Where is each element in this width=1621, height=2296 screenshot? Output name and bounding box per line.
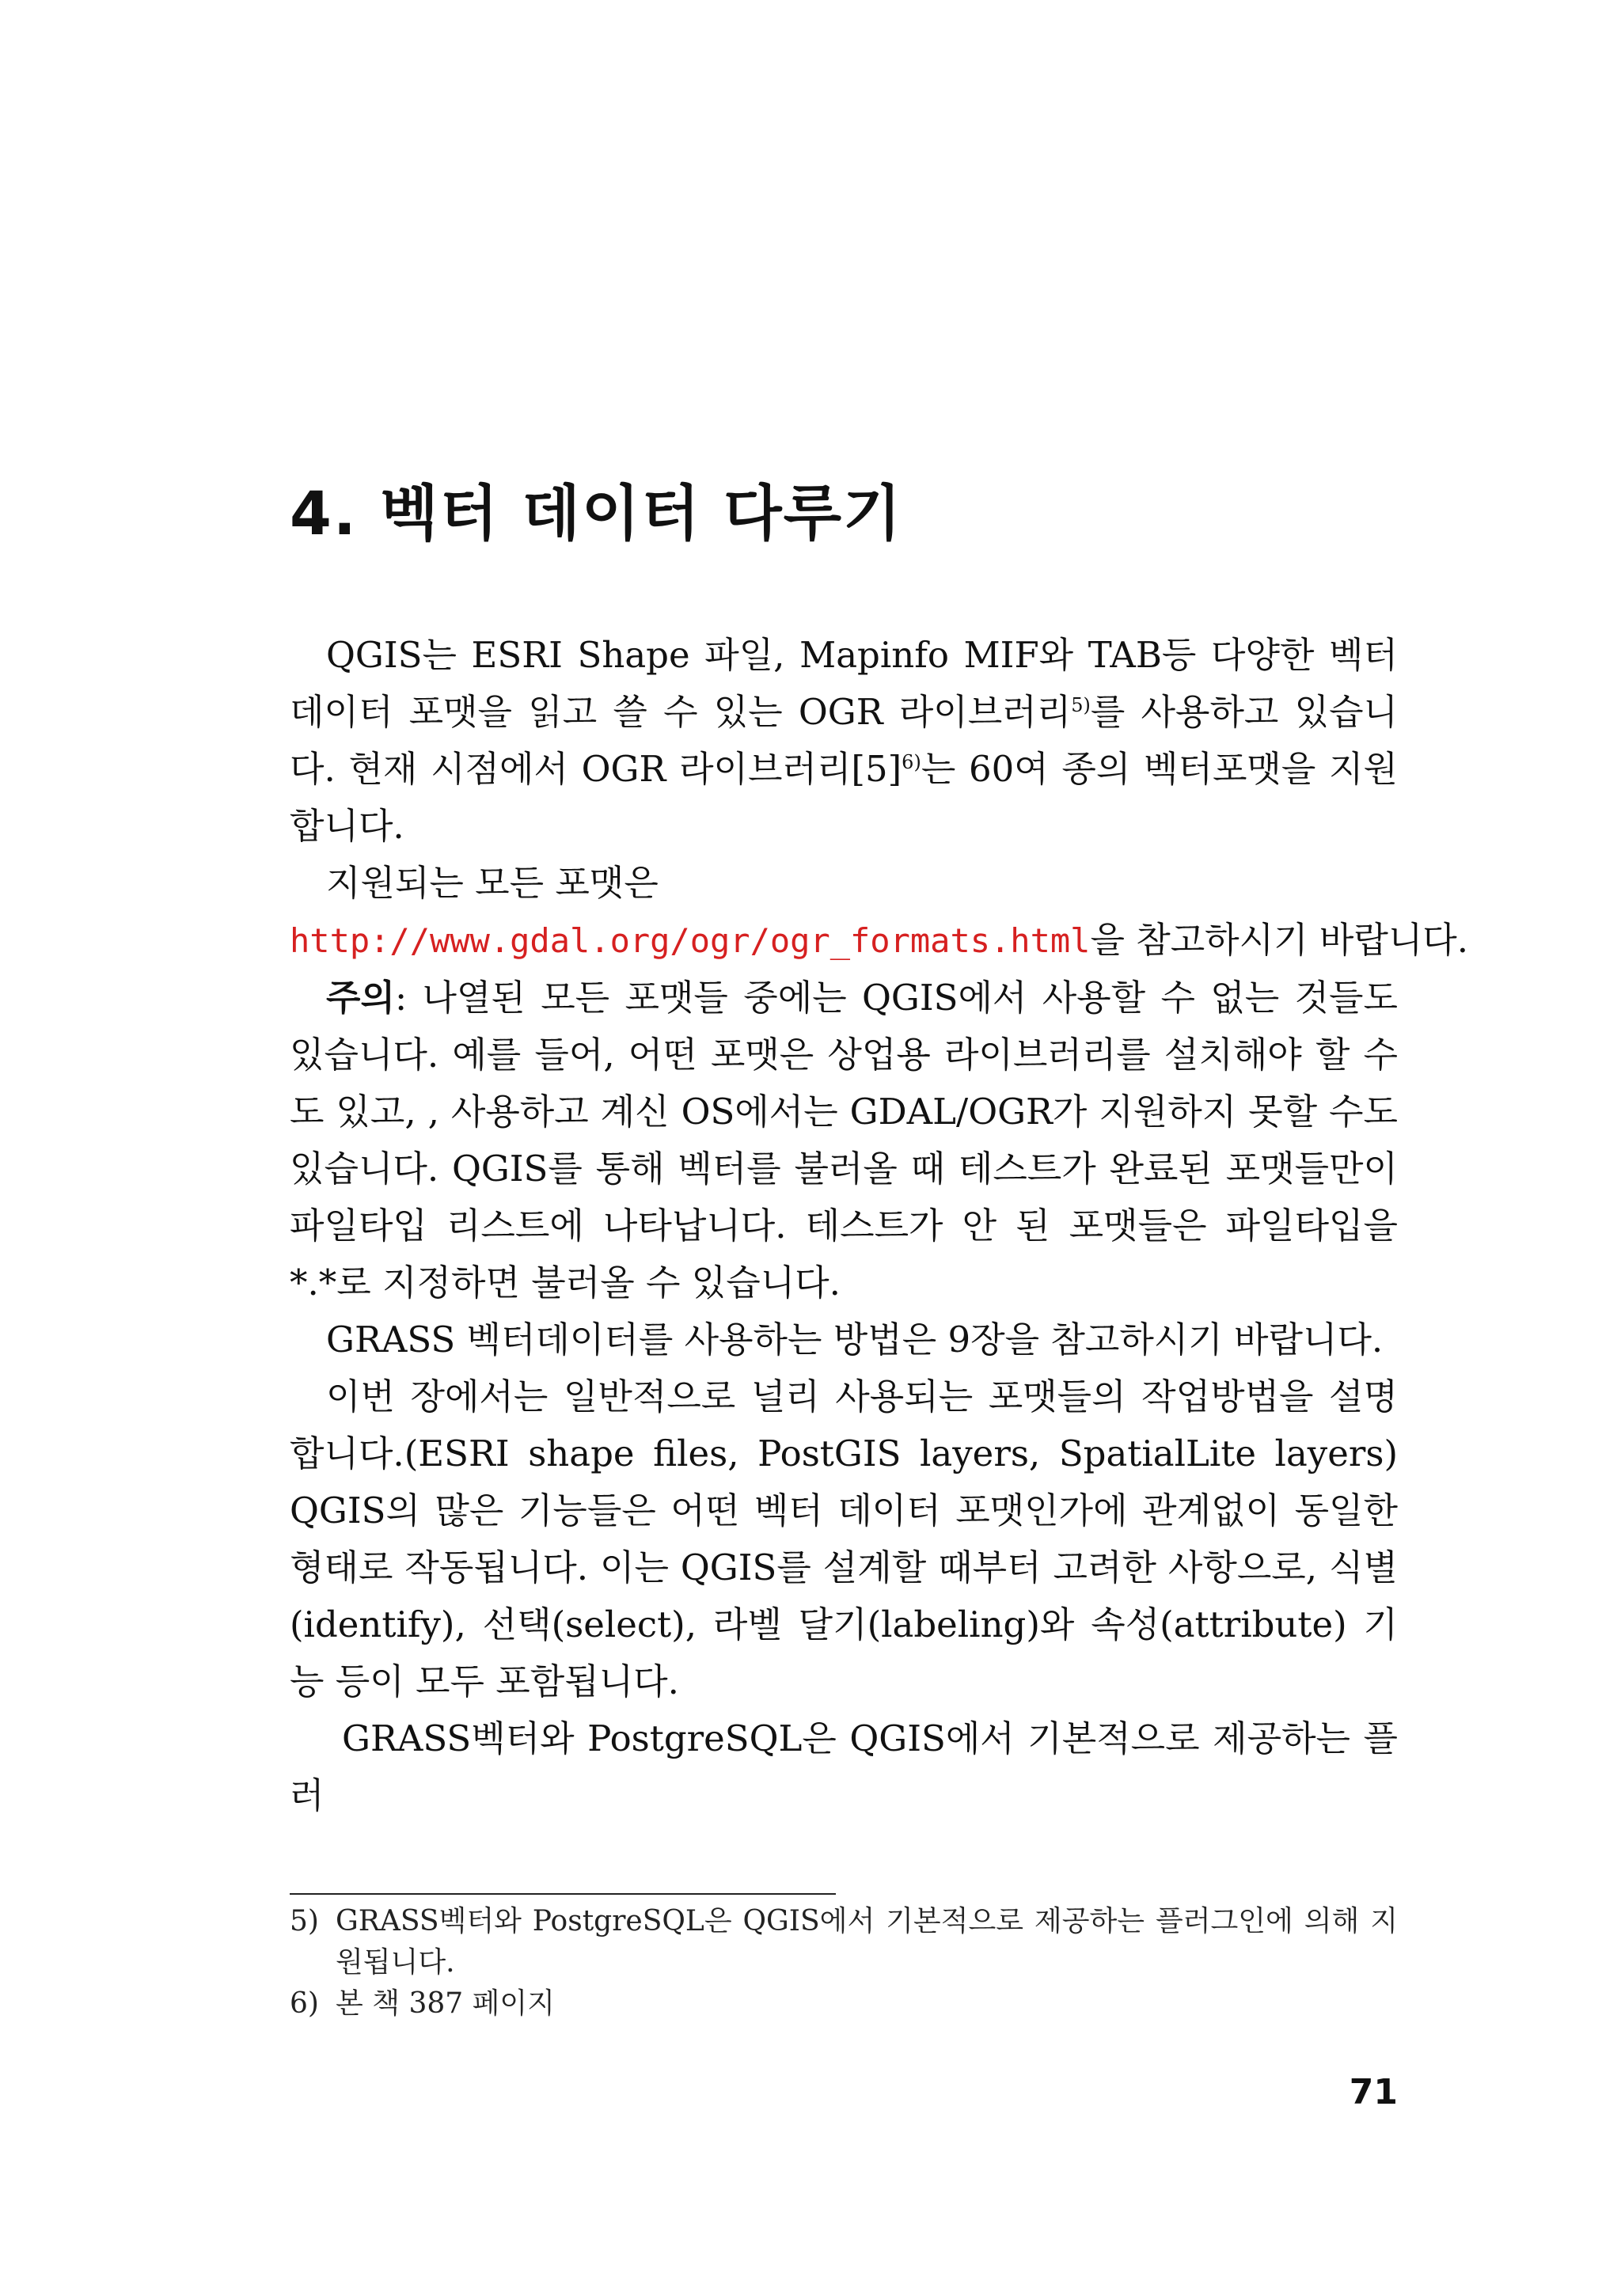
ogr-formats-link[interactable]: http://www.gdal.org/ogr/ogr_formats.html [290, 921, 1091, 960]
caution-text: : 나열된 모든 포맷들 중에는 QGIS에서 사용할 수 없는 것들도 있습니다. 예를 들어, 어떤 포맷은 상업용 라이브러리를 설치해야 할 수도 있고, , 사용하고 계신 OS에서는 GDAL/OGR가 지원하지 못할 수도 있습니다. QGIS를 통해 벡터를 불러올 때 테스트가 완료된 포맷들만이 파일타입 리스트에 나타납니다. 테스트가 안 된 포맷들은 파일타입을 *.*로 지정하면 불러올 수 있습니다. [290, 977, 1398, 1304]
footnote-number: 5) [290, 1905, 319, 1937]
paragraph-caution [290, 970, 1398, 1311]
caution-label: 주의 [326, 977, 395, 1019]
paragraph-intro-part3: 는 60여 종의 벡터포맷을 지원합니다. [290, 748, 1398, 847]
chapter-title: 4. 벡터 데이터 다루기 [290, 478, 903, 548]
footnote-text: GRASS벡터와 PostgreSQL은 QGIS에서 기본적으로 제공하는 플러그인에 의해 지원됩니다. [336, 1905, 1398, 1979]
paragraph-intro-part1: QGIS는 ESRI Shape 파일, Mapinfo MIF와 TAB등 다양한 벡터 데이터 포맷을 읽고 쓸 수 있는 OGR 라이브러리 [290, 634, 1398, 733]
footnote-5 [290, 1901, 1398, 1983]
paragraph-intro [290, 627, 1398, 855]
footnote-text: 본 책 387 페이지 [336, 1987, 555, 2020]
footnote-ref-5[interactable]: 5) [1071, 694, 1091, 716]
paragraph-formats-intro: 지원되는 모든 포맷은 [326, 862, 659, 904]
body-text [290, 627, 1469, 1824]
footnote-divider [290, 1893, 836, 1895]
paragraph-formats-link-line [290, 912, 1469, 970]
footnote-number: 6) [290, 1987, 319, 2020]
paragraph-grass: GRASS 벡터데이터를 사용하는 방법은 9장을 참고하시기 바랍니다. [326, 1319, 1384, 1361]
paragraph-formats-link-suffix: 을 참고하시기 바랍니다. [1090, 919, 1469, 961]
page-number: 71 [1349, 2072, 1398, 2112]
paragraph-intro-part2: 를 사용하고 있습니다. 현재 시점에서 OGR 라이브러리[5] [290, 691, 1399, 790]
footnote-ref-6[interactable]: 6) [902, 751, 921, 773]
paragraph-plugins: GRASS벡터와 PostgreSQL은 QGIS에서 기본적으로 제공하는 플러 [290, 1717, 1398, 1816]
paragraph-chapter-scope: 이번 장에서는 일반적으로 널리 사용되는 포맷들의 작업방법을 설명합니다.(ESRI shape files, PostGIS layers, SpatialLite layers) QGIS의 많은 기능들은 어떤 벡터 데이터 포맷인가에 관계없이 동일한 형태로 작동됩니다. 이는 QGIS를 설계할 때부터 고려한 사항으로, 식별(identify), 선택(select), 라벨 달기(labeling)와 속성(attribute) 기능 등이 모두 포함됩니다. [290, 1376, 1398, 1702]
footnotes [290, 1901, 1398, 2025]
footnote-6 [290, 1983, 1398, 2025]
